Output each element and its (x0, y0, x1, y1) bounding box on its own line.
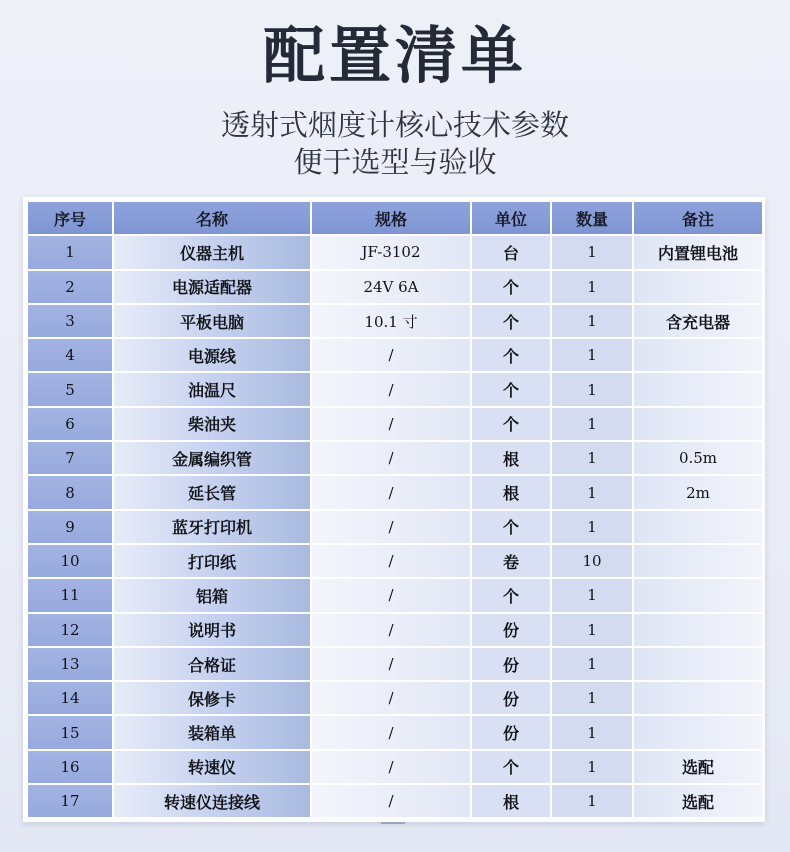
cell-spec: / (312, 648, 470, 680)
cell-name: 平板电脑 (114, 305, 310, 337)
cell-spec: / (312, 545, 470, 577)
cell-unit: 个 (472, 339, 550, 371)
cell-unit: 份 (472, 614, 550, 646)
cell-spec: / (312, 476, 470, 508)
cell-name: 油温尺 (114, 373, 310, 405)
cell-note: 0.5m (634, 442, 762, 474)
subtitle-line-1: 透射式烟度计核心技术参数 (220, 108, 569, 142)
cell-spec: / (312, 511, 470, 543)
cell-seq: 12 (28, 614, 112, 646)
header-spec: 规格 (312, 202, 470, 234)
cell-unit: 根 (472, 785, 550, 817)
cell-qty: 1 (552, 579, 632, 611)
cell-spec: / (312, 716, 470, 748)
table-row (28, 545, 762, 577)
cell-spec: / (312, 579, 470, 611)
table-row (28, 373, 762, 405)
cell-name: 电源线 (114, 339, 310, 371)
cell-note (634, 408, 762, 440)
cell-seq: 17 (28, 785, 112, 817)
cell-unit: 台 (472, 236, 550, 268)
cell-unit: 个 (472, 511, 550, 543)
cell-note (634, 545, 762, 577)
subtitle-line-2: 便于选型与验收 (293, 145, 497, 179)
table-row (28, 408, 762, 440)
table-row (28, 682, 762, 714)
cell-note (634, 716, 762, 748)
cell-unit: 个 (472, 271, 550, 303)
cell-name: 蓝牙打印机 (114, 511, 310, 543)
header-unit: 单位 (472, 202, 550, 234)
cell-qty: 1 (552, 271, 632, 303)
table-row (28, 476, 762, 508)
cell-seq: 16 (28, 751, 112, 783)
cell-seq: 10 (28, 545, 112, 577)
cell-qty: 1 (552, 236, 632, 268)
cell-name: 打印纸 (114, 545, 310, 577)
cell-qty: 1 (552, 442, 632, 474)
cell-seq: 5 (28, 373, 112, 405)
cell-qty: 1 (552, 305, 632, 337)
cell-spec: / (312, 408, 470, 440)
cell-spec: / (312, 373, 470, 405)
bottom-divider-mark (381, 822, 405, 824)
cell-name: 转速仪 (114, 751, 310, 783)
cell-spec: JF-3102 (312, 236, 470, 268)
table-row (28, 751, 762, 783)
cell-name: 柴油夹 (114, 408, 310, 440)
header-seq: 序号 (28, 202, 112, 234)
cell-name: 金属编织管 (114, 442, 310, 474)
cell-qty: 1 (552, 648, 632, 680)
cell-unit: 个 (472, 408, 550, 440)
cell-seq: 8 (28, 476, 112, 508)
cell-note (634, 271, 762, 303)
cell-note (634, 579, 762, 611)
table-row (28, 339, 762, 371)
cell-unit: 个 (472, 305, 550, 337)
cell-seq: 1 (28, 236, 112, 268)
cell-qty: 1 (552, 716, 632, 748)
cell-spec: / (312, 339, 470, 371)
cell-name: 仪器主机 (114, 236, 310, 268)
cell-note: 选配 (634, 751, 762, 783)
cell-note (634, 614, 762, 646)
cell-unit: 份 (472, 716, 550, 748)
cell-seq: 9 (28, 511, 112, 543)
cell-note: 2m (634, 476, 762, 508)
config-list-table (26, 200, 764, 819)
cell-spec: 24V 6A (312, 271, 470, 303)
cell-note (634, 339, 762, 371)
cell-qty: 1 (552, 408, 632, 440)
cell-note: 选配 (634, 785, 762, 817)
cell-name: 电源适配器 (114, 271, 310, 303)
cell-qty: 1 (552, 785, 632, 817)
cell-seq: 6 (28, 408, 112, 440)
cell-spec: / (312, 614, 470, 646)
cell-spec: / (312, 682, 470, 714)
cell-name: 转速仪连接线 (114, 785, 310, 817)
cell-qty: 1 (552, 751, 632, 783)
cell-seq: 14 (28, 682, 112, 714)
cell-unit: 根 (472, 476, 550, 508)
cell-note (634, 373, 762, 405)
cell-seq: 15 (28, 716, 112, 748)
table-row (28, 271, 762, 303)
cell-unit: 卷 (472, 545, 550, 577)
cell-seq: 2 (28, 271, 112, 303)
cell-seq: 7 (28, 442, 112, 474)
table-row (28, 442, 762, 474)
cell-spec: 10.1 寸 (312, 305, 470, 337)
page-title: 配置清单 (262, 19, 527, 92)
cell-name: 延长管 (114, 476, 310, 508)
config-list-table-container (23, 197, 765, 822)
cell-seq: 13 (28, 648, 112, 680)
cell-note: 内置锂电池 (634, 236, 762, 268)
cell-name: 铝箱 (114, 579, 310, 611)
cell-spec: / (312, 785, 470, 817)
cell-note (634, 682, 762, 714)
header-name: 名称 (114, 202, 310, 234)
cell-seq: 4 (28, 339, 112, 371)
cell-qty: 1 (552, 339, 632, 371)
cell-qty: 1 (552, 682, 632, 714)
header-note: 备注 (634, 202, 762, 234)
cell-qty: 1 (552, 511, 632, 543)
cell-spec: / (312, 751, 470, 783)
cell-qty: 10 (552, 545, 632, 577)
table-body (28, 236, 762, 817)
table-row (28, 614, 762, 646)
cell-unit: 份 (472, 682, 550, 714)
cell-unit: 份 (472, 648, 550, 680)
cell-unit: 个 (472, 751, 550, 783)
cell-name: 装箱单 (114, 716, 310, 748)
cell-unit: 个 (472, 579, 550, 611)
cell-unit: 根 (472, 442, 550, 474)
cell-name: 说明书 (114, 614, 310, 646)
cell-seq: 3 (28, 305, 112, 337)
cell-seq: 11 (28, 579, 112, 611)
table-row (28, 511, 762, 543)
cell-spec: / (312, 442, 470, 474)
table-row (28, 785, 762, 817)
table-row (28, 579, 762, 611)
header-qty: 数量 (552, 202, 632, 234)
cell-note: 含充电器 (634, 305, 762, 337)
cell-name: 保修卡 (114, 682, 310, 714)
cell-qty: 1 (552, 373, 632, 405)
table-row (28, 236, 762, 268)
cell-note (634, 511, 762, 543)
cell-note (634, 648, 762, 680)
table-row (28, 716, 762, 748)
table-row (28, 305, 762, 337)
table-row (28, 648, 762, 680)
cell-qty: 1 (552, 476, 632, 508)
cell-qty: 1 (552, 614, 632, 646)
table-header-row (28, 202, 762, 234)
cell-name: 合格证 (114, 648, 310, 680)
cell-unit: 个 (472, 373, 550, 405)
